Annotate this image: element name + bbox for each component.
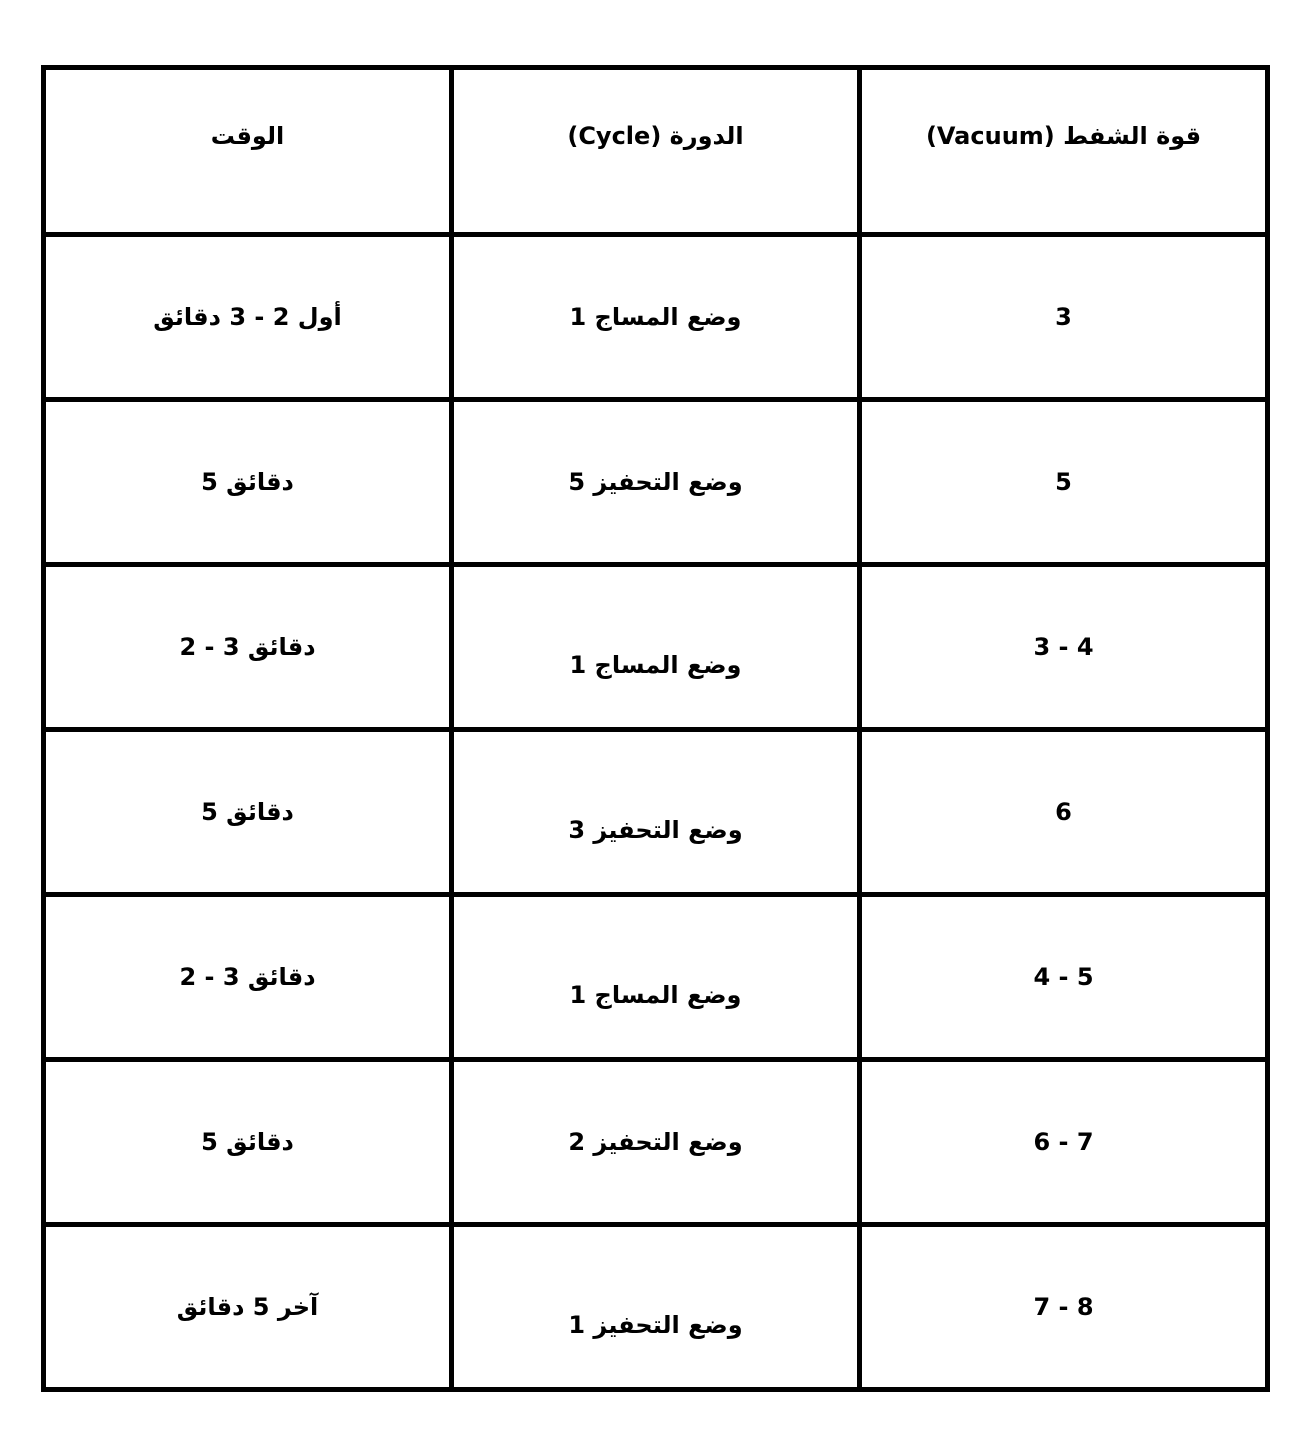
cell-cycle (452, 235, 860, 400)
cell-cycle (452, 564, 860, 729)
cell-time (44, 399, 452, 564)
table-row (44, 564, 1268, 729)
cycle-value: وضع التحفيز 1 (568, 1310, 743, 1339)
vacuum-value: 6 (1055, 797, 1072, 826)
cell-cycle (452, 1059, 860, 1224)
table-header-row (44, 68, 1268, 235)
header-time-label: الوقت (210, 122, 285, 150)
header-vacuum-label: قوة الشفط (Vacuum) (925, 122, 1202, 150)
cell-time (44, 894, 452, 1059)
vacuum-value: 7 - 8 (1033, 1292, 1094, 1321)
cell-cycle (452, 1224, 860, 1389)
time-value: آخر 5 دقائق (176, 1292, 319, 1321)
time-value: أول 2 - 3 دقائق (153, 302, 342, 331)
table-row (44, 1224, 1268, 1389)
time-value: دقائق 5 (201, 797, 294, 826)
cell-time (44, 1059, 452, 1224)
cell-vacuum (860, 564, 1268, 729)
table-row (44, 235, 1268, 400)
cell-cycle (452, 894, 860, 1059)
cell-time (44, 1224, 452, 1389)
table-row (44, 729, 1268, 894)
cell-vacuum (860, 729, 1268, 894)
cell-vacuum (860, 235, 1268, 400)
header-cycle (452, 68, 860, 235)
header-time (44, 68, 452, 235)
table-row (44, 1059, 1268, 1224)
vacuum-value: 3 - 4 (1033, 632, 1094, 661)
time-value: دقائق 5 (201, 467, 294, 496)
cell-time (44, 235, 452, 400)
cell-vacuum (860, 894, 1268, 1059)
header-cycle-label: الدورة (Cycle) (567, 122, 744, 150)
cell-cycle (452, 399, 860, 564)
cell-time (44, 564, 452, 729)
cell-vacuum (860, 1059, 1268, 1224)
vacuum-value: 6 - 7 (1033, 1127, 1094, 1156)
time-value: دقائق 3 - 2 (179, 962, 316, 991)
cycle-value: وضع التحفيز 2 (568, 1127, 743, 1156)
table-row (44, 399, 1268, 564)
header-vacuum (860, 68, 1268, 235)
time-value: دقائق 3 - 2 (179, 632, 316, 661)
cell-vacuum (860, 1224, 1268, 1389)
vacuum-value: 5 (1055, 467, 1072, 496)
cycle-value: وضع المساج 1 (569, 302, 742, 331)
cycle-value: وضع التحفيز 3 (568, 815, 743, 844)
cell-cycle (452, 729, 860, 894)
cell-time (44, 729, 452, 894)
vacuum-value: 4 - 5 (1033, 962, 1094, 991)
pumping-schedule-table (41, 65, 1270, 1392)
time-value: دقائق 5 (201, 1127, 294, 1156)
cycle-value: وضع التحفيز 5 (568, 467, 743, 496)
cell-vacuum (860, 399, 1268, 564)
cycle-value: وضع المساج 1 (569, 650, 742, 679)
table-row (44, 894, 1268, 1059)
vacuum-value: 3 (1055, 302, 1072, 331)
cycle-value: وضع المساج 1 (569, 980, 742, 1009)
